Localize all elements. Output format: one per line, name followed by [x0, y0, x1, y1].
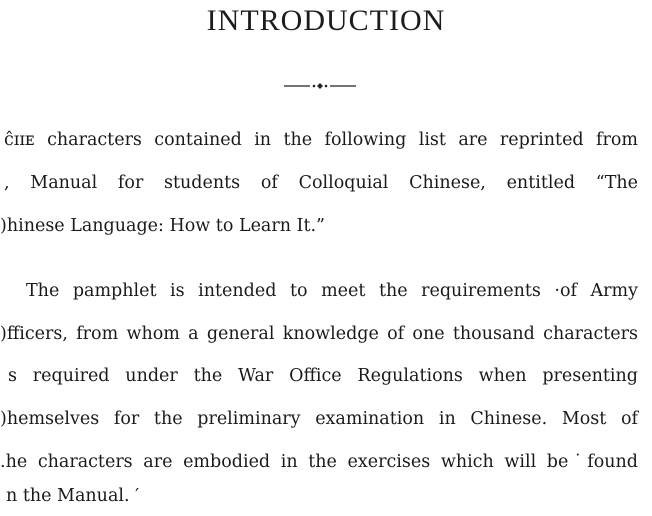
paragraph-2-line-1: The pamphlet is intended to meet the requirements ·of Army	[26, 281, 638, 301]
page-title: INTRODUCTION	[206, 4, 446, 37]
paragraph-2-line-3: s required under the War Office Regulations when presenting	[8, 366, 638, 386]
ornament-rule	[284, 82, 356, 90]
paragraph-1-line-3: )hinese Language: How to Learn It.”	[0, 216, 326, 236]
paragraph-1-line-2: , Manual for students of Colloquial Chinese, entitled “The	[4, 173, 638, 193]
paragraph-1-line-1: ĉɪɪᴇ characters contained in the following list are reprinted from	[4, 130, 638, 150]
paragraph-2-line-6: n the Manual. ′	[6, 486, 140, 506]
paragraph-2-line-4: )hemselves for the preliminary examination in Chinese. Most of	[0, 409, 638, 429]
paragraph-2-line-5: .he characters are embodied in the exercises which will be˙found	[0, 452, 638, 472]
paragraph-2-line-2: )fficers, from whom a general knowledge of one thousand characters	[0, 324, 638, 344]
